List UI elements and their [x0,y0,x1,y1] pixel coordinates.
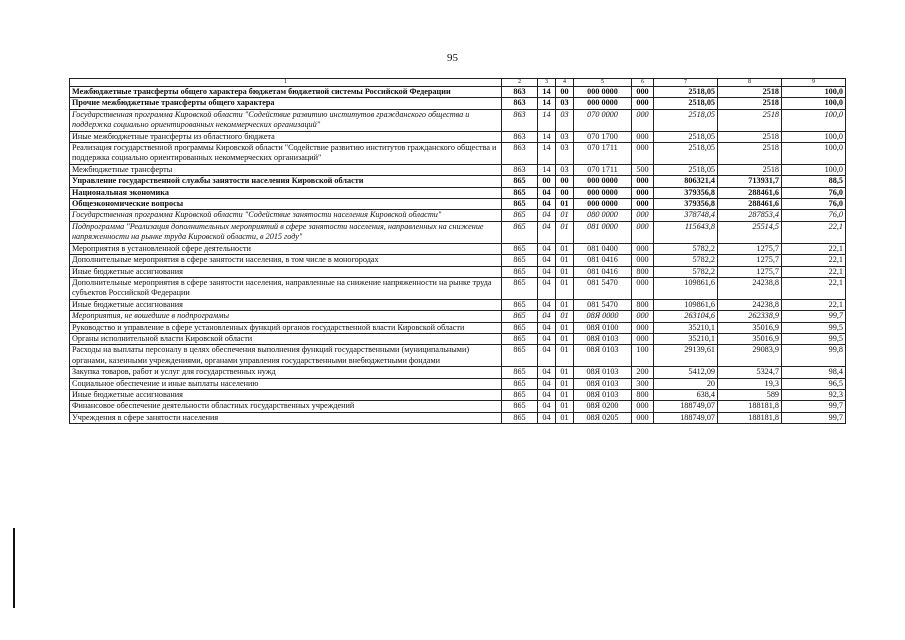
planned-amount-cell: 109861,6 [654,299,718,310]
percent-cell: 88,5 [782,176,846,187]
expense-type-cell: 000 [632,98,654,109]
expense-type-cell: 000 [632,243,654,254]
planned-amount-cell: 379356,8 [654,187,718,198]
actual-amount-cell: 2518 [718,98,782,109]
section-cell: 04 [538,378,556,389]
header-cell: 6 [632,79,654,87]
subsection-cell: 01 [556,277,574,299]
section-cell: 04 [538,311,556,322]
target-item-cell: 000 0000 [574,187,632,198]
section-cell: 04 [538,243,556,254]
row-name-cell: Дополнительные мероприятия в сфере занятости населения, направленные на снижение напряженности на рынке труда субъектов Российской Федерации [70,277,502,299]
row-name-cell: Прочие межбюджетные трансферты общего характера [70,98,502,109]
chapter-code-cell: 865 [502,221,538,243]
chapter-code-cell: 865 [502,210,538,221]
subsection-cell: 01 [556,255,574,266]
target-item-cell: 08Я 0103 [574,333,632,344]
row-name-cell: Мероприятия в установленной сфере деятельности [70,243,502,254]
actual-amount-cell: 262338,9 [718,311,782,322]
section-cell: 04 [538,412,556,423]
header-cell: 9 [782,79,846,87]
table-row [70,176,846,187]
row-name-cell: Государственная программа Кировской области "Содействие занятости населения Кировской области" [70,210,502,221]
percent-cell: 76,0 [782,210,846,221]
section-cell: 14 [538,87,556,98]
expense-type-cell: 000 [632,109,654,131]
actual-amount-cell: 188181,8 [718,401,782,412]
target-item-cell: 000 0000 [574,199,632,210]
expense-type-cell: 000 [632,176,654,187]
percent-cell: 100,0 [782,131,846,142]
expense-type-cell: 000 [632,131,654,142]
expense-type-cell: 000 [632,87,654,98]
subsection-cell: 01 [556,345,574,367]
percent-cell: 76,0 [782,199,846,210]
target-item-cell: 000 0000 [574,87,632,98]
chapter-code-cell: 863 [502,109,538,131]
subsection-cell: 01 [556,367,574,378]
section-cell: 04 [538,367,556,378]
row-name-cell: Мероприятия, не вошедшие в подпрограммы [70,311,502,322]
percent-cell: 99,5 [782,322,846,333]
section-cell: 04 [538,322,556,333]
table-row [70,345,846,367]
section-cell: 04 [538,401,556,412]
table-row [70,277,846,299]
table-row [70,221,846,243]
planned-amount-cell: 2518,05 [654,143,718,165]
section-cell: 04 [538,221,556,243]
target-item-cell: 081 5470 [574,277,632,299]
expense-type-cell: 100 [632,345,654,367]
chapter-code-cell: 863 [502,87,538,98]
chapter-code-cell: 865 [502,322,538,333]
percent-cell: 98,4 [782,367,846,378]
expense-type-cell: 800 [632,266,654,277]
actual-amount-cell: 2518 [718,164,782,175]
table-row [70,322,846,333]
section-cell: 04 [538,199,556,210]
subsection-cell: 01 [556,210,574,221]
chapter-code-cell: 865 [502,176,538,187]
header-cell: 8 [718,79,782,87]
planned-amount-cell: 188749,07 [654,401,718,412]
subsection-cell: 00 [556,187,574,198]
percent-cell: 100,0 [782,109,846,131]
section-cell: 04 [538,266,556,277]
planned-amount-cell: 2518,05 [654,98,718,109]
target-item-cell: 081 5470 [574,299,632,310]
planned-amount-cell: 638,4 [654,389,718,400]
actual-amount-cell: 35016,9 [718,333,782,344]
target-item-cell: 08Я 0103 [574,367,632,378]
actual-amount-cell: 2518 [718,143,782,165]
header-cell: 2 [502,79,538,87]
table-row [70,311,846,322]
section-cell: 04 [538,210,556,221]
table-row [70,378,846,389]
row-name-cell: Реализация государственной программы Кировской области "Содействие развитию институтов гражданского общества и поддержка социально ориентированных некоммерческих организаций" [70,143,502,165]
chapter-code-cell: 865 [502,266,538,277]
expense-type-cell: 000 [632,277,654,299]
expense-type-cell: 000 [632,221,654,243]
target-item-cell: 000 0000 [574,176,632,187]
actual-amount-cell: 24238,8 [718,299,782,310]
percent-cell: 100,0 [782,143,846,165]
subsection-cell: 03 [556,143,574,165]
chapter-code-cell: 865 [502,277,538,299]
section-cell: 04 [538,277,556,299]
subsection-cell: 03 [556,109,574,131]
table-row [70,164,846,175]
row-name-cell: Учреждения в сфере занятости населения [70,412,502,423]
percent-cell: 22,1 [782,255,846,266]
actual-amount-cell: 287853,4 [718,210,782,221]
row-name-cell: Закупка товаров, работ и услуг для государственных нужд [70,367,502,378]
chapter-code-cell: 865 [502,333,538,344]
percent-cell: 100,0 [782,98,846,109]
table-row [70,412,846,423]
percent-cell: 76,0 [782,187,846,198]
subsection-cell: 01 [556,266,574,277]
target-item-cell: 08Я 0103 [574,345,632,367]
table-header-row [70,79,846,87]
budget-table [69,78,846,424]
target-item-cell: 08Я 0200 [574,401,632,412]
table-row [70,98,846,109]
subsection-cell: 03 [556,98,574,109]
actual-amount-cell: 188181,8 [718,412,782,423]
percent-cell: 96,5 [782,378,846,389]
subsection-cell: 01 [556,322,574,333]
section-cell: 00 [538,176,556,187]
actual-amount-cell: 288461,6 [718,199,782,210]
margin-line [13,528,15,608]
target-item-cell: 081 0416 [574,266,632,277]
row-name-cell: Государственная программа Кировской области "Содействие развитию институтов гражданского общества и поддержка социально ориентированных некоммерческих организаций" [70,109,502,131]
subsection-cell: 01 [556,378,574,389]
target-item-cell: 08Я 0103 [574,378,632,389]
chapter-code-cell: 865 [502,255,538,266]
actual-amount-cell: 589 [718,389,782,400]
percent-cell: 22,1 [782,299,846,310]
row-name-cell: Финансовое обеспечение деятельности областных государственных учреждений [70,401,502,412]
target-item-cell: 08Я 0205 [574,412,632,423]
planned-amount-cell: 2518,05 [654,131,718,142]
row-name-cell: Дополнительные мероприятия в сфере занятости населения, в том числе в моногородах [70,255,502,266]
table-row [70,87,846,98]
header-cell: 5 [574,79,632,87]
expense-type-cell: 000 [632,311,654,322]
row-name-cell: Органы исполнительной власти Кировской области [70,333,502,344]
table-row [70,401,846,412]
percent-cell: 22,1 [782,221,846,243]
target-item-cell: 08Я 0103 [574,389,632,400]
planned-amount-cell: 2518,05 [654,87,718,98]
expense-type-cell: 000 [632,401,654,412]
subsection-cell: 00 [556,176,574,187]
subsection-cell: 03 [556,164,574,175]
chapter-code-cell: 865 [502,311,538,322]
subsection-cell: 01 [556,333,574,344]
percent-cell: 92,3 [782,389,846,400]
row-name-cell: Национальная экономика [70,187,502,198]
table-row [70,143,846,165]
chapter-code-cell: 865 [502,243,538,254]
expense-type-cell: 800 [632,389,654,400]
percent-cell: 99,5 [782,333,846,344]
planned-amount-cell: 2518,05 [654,109,718,131]
percent-cell: 99,8 [782,345,846,367]
subsection-cell: 01 [556,243,574,254]
section-cell: 14 [538,164,556,175]
header-cell: 7 [654,79,718,87]
planned-amount-cell: 5782,2 [654,243,718,254]
table-row [70,243,846,254]
row-name-cell: Межбюджетные трансферты [70,164,502,175]
subsection-cell: 01 [556,401,574,412]
planned-amount-cell: 35210,1 [654,322,718,333]
chapter-code-cell: 865 [502,401,538,412]
planned-amount-cell: 109861,6 [654,277,718,299]
planned-amount-cell: 806321,4 [654,176,718,187]
row-name-cell: Управление государственной службы занятости населения Кировской области [70,176,502,187]
chapter-code-cell: 865 [502,199,538,210]
actual-amount-cell: 1275,7 [718,243,782,254]
row-name-cell: Руководство и управление в сфере установленных функций органов государственной власти Кировской области [70,322,502,333]
actual-amount-cell: 2518 [718,131,782,142]
percent-cell: 99,7 [782,401,846,412]
table-row [70,255,846,266]
actual-amount-cell: 5324,7 [718,367,782,378]
section-cell: 04 [538,299,556,310]
planned-amount-cell: 378748,4 [654,210,718,221]
expense-type-cell: 000 [632,333,654,344]
table-row [70,266,846,277]
target-item-cell: 081 0400 [574,243,632,254]
percent-cell: 100,0 [782,164,846,175]
chapter-code-cell: 863 [502,143,538,165]
header-cell: 1 [70,79,502,87]
table-row [70,131,846,142]
actual-amount-cell: 1275,7 [718,255,782,266]
actual-amount-cell: 2518 [718,109,782,131]
subsection-cell: 03 [556,131,574,142]
subsection-cell: 01 [556,199,574,210]
table-row [70,109,846,131]
subsection-cell: 01 [556,221,574,243]
planned-amount-cell: 5782,2 [654,255,718,266]
header-cell: 4 [556,79,574,87]
header-cell: 3 [538,79,556,87]
table-row [70,389,846,400]
planned-amount-cell: 35210,1 [654,333,718,344]
chapter-code-cell: 865 [502,389,538,400]
target-item-cell: 081 0000 [574,221,632,243]
row-name-cell: Подпрограмма "Реализация дополнительных мероприятий в сфере занятости населения, направленных на снижение напряженности на рынке труда Кировской области, в 2015 году" [70,221,502,243]
actual-amount-cell: 25514,5 [718,221,782,243]
actual-amount-cell: 713931,7 [718,176,782,187]
actual-amount-cell: 29083,9 [718,345,782,367]
table-row [70,333,846,344]
actual-amount-cell: 1275,7 [718,266,782,277]
row-name-cell: Иные межбюджетные трансферты из областного бюджета [70,131,502,142]
planned-amount-cell: 20 [654,378,718,389]
expense-type-cell: 000 [632,412,654,423]
chapter-code-cell: 865 [502,378,538,389]
subsection-cell: 01 [556,412,574,423]
chapter-code-cell: 865 [502,367,538,378]
percent-cell: 99,7 [782,311,846,322]
planned-amount-cell: 2518,05 [654,164,718,175]
expense-type-cell: 800 [632,299,654,310]
table-row [70,199,846,210]
subsection-cell: 00 [556,87,574,98]
chapter-code-cell: 865 [502,187,538,198]
target-item-cell: 070 1700 [574,131,632,142]
section-cell: 14 [538,131,556,142]
actual-amount-cell: 288461,6 [718,187,782,198]
table-row [70,299,846,310]
chapter-code-cell: 865 [502,345,538,367]
row-name-cell: Социальное обеспечение и иные выплаты населению [70,378,502,389]
chapter-code-cell: 863 [502,164,538,175]
percent-cell: 100,0 [782,87,846,98]
section-cell: 04 [538,345,556,367]
section-cell: 14 [538,143,556,165]
planned-amount-cell: 5412,09 [654,367,718,378]
actual-amount-cell: 2518 [718,87,782,98]
target-item-cell: 070 0000 [574,109,632,131]
target-item-cell: 081 0416 [574,255,632,266]
actual-amount-cell: 35016,9 [718,322,782,333]
page-number: 95 [447,52,458,64]
target-item-cell: 070 1711 [574,143,632,165]
planned-amount-cell: 115643,8 [654,221,718,243]
planned-amount-cell: 379356,8 [654,199,718,210]
section-cell: 14 [538,98,556,109]
table-row [70,210,846,221]
expense-type-cell: 000 [632,210,654,221]
table-row [70,367,846,378]
percent-cell: 22,1 [782,266,846,277]
section-cell: 04 [538,255,556,266]
table-row [70,187,846,198]
row-name-cell: Иные бюджетные ассигнования [70,389,502,400]
expense-type-cell: 000 [632,187,654,198]
row-name-cell: Расходы на выплаты персоналу в целях обеспечения выполнения функций государственными (муниципальными) органами, казенными учреждениями, органами управления государственными внебюджетными фондами [70,345,502,367]
expense-type-cell: 000 [632,322,654,333]
percent-cell: 22,1 [782,243,846,254]
expense-type-cell: 500 [632,164,654,175]
row-name-cell: Иные бюджетные ассигнования [70,266,502,277]
target-item-cell: 08Я 0100 [574,322,632,333]
chapter-code-cell: 865 [502,412,538,423]
actual-amount-cell: 24238,8 [718,277,782,299]
expense-type-cell: 300 [632,378,654,389]
subsection-cell: 01 [556,299,574,310]
section-cell: 14 [538,109,556,131]
target-item-cell: 080 0000 [574,210,632,221]
target-item-cell: 000 0000 [574,98,632,109]
row-name-cell: Общеэкономические вопросы [70,199,502,210]
row-name-cell: Межбюджетные трансферты общего характера бюджетам бюджетной системы Российской Федерации [70,87,502,98]
chapter-code-cell: 863 [502,131,538,142]
section-cell: 04 [538,389,556,400]
target-item-cell: 070 1711 [574,164,632,175]
planned-amount-cell: 29139,61 [654,345,718,367]
percent-cell: 22,1 [782,277,846,299]
subsection-cell: 01 [556,389,574,400]
section-cell: 04 [538,333,556,344]
subsection-cell: 01 [556,311,574,322]
planned-amount-cell: 5782,2 [654,266,718,277]
expense-type-cell: 200 [632,367,654,378]
actual-amount-cell: 19,3 [718,378,782,389]
row-name-cell: Иные бюджетные ассигнования [70,299,502,310]
target-item-cell: 08Я 0000 [574,311,632,322]
expense-type-cell: 000 [632,143,654,165]
chapter-code-cell: 865 [502,299,538,310]
chapter-code-cell: 863 [502,98,538,109]
percent-cell: 99,7 [782,412,846,423]
section-cell: 04 [538,187,556,198]
expense-type-cell: 000 [632,255,654,266]
expense-type-cell: 000 [632,199,654,210]
planned-amount-cell: 263104,6 [654,311,718,322]
planned-amount-cell: 188749,07 [654,412,718,423]
